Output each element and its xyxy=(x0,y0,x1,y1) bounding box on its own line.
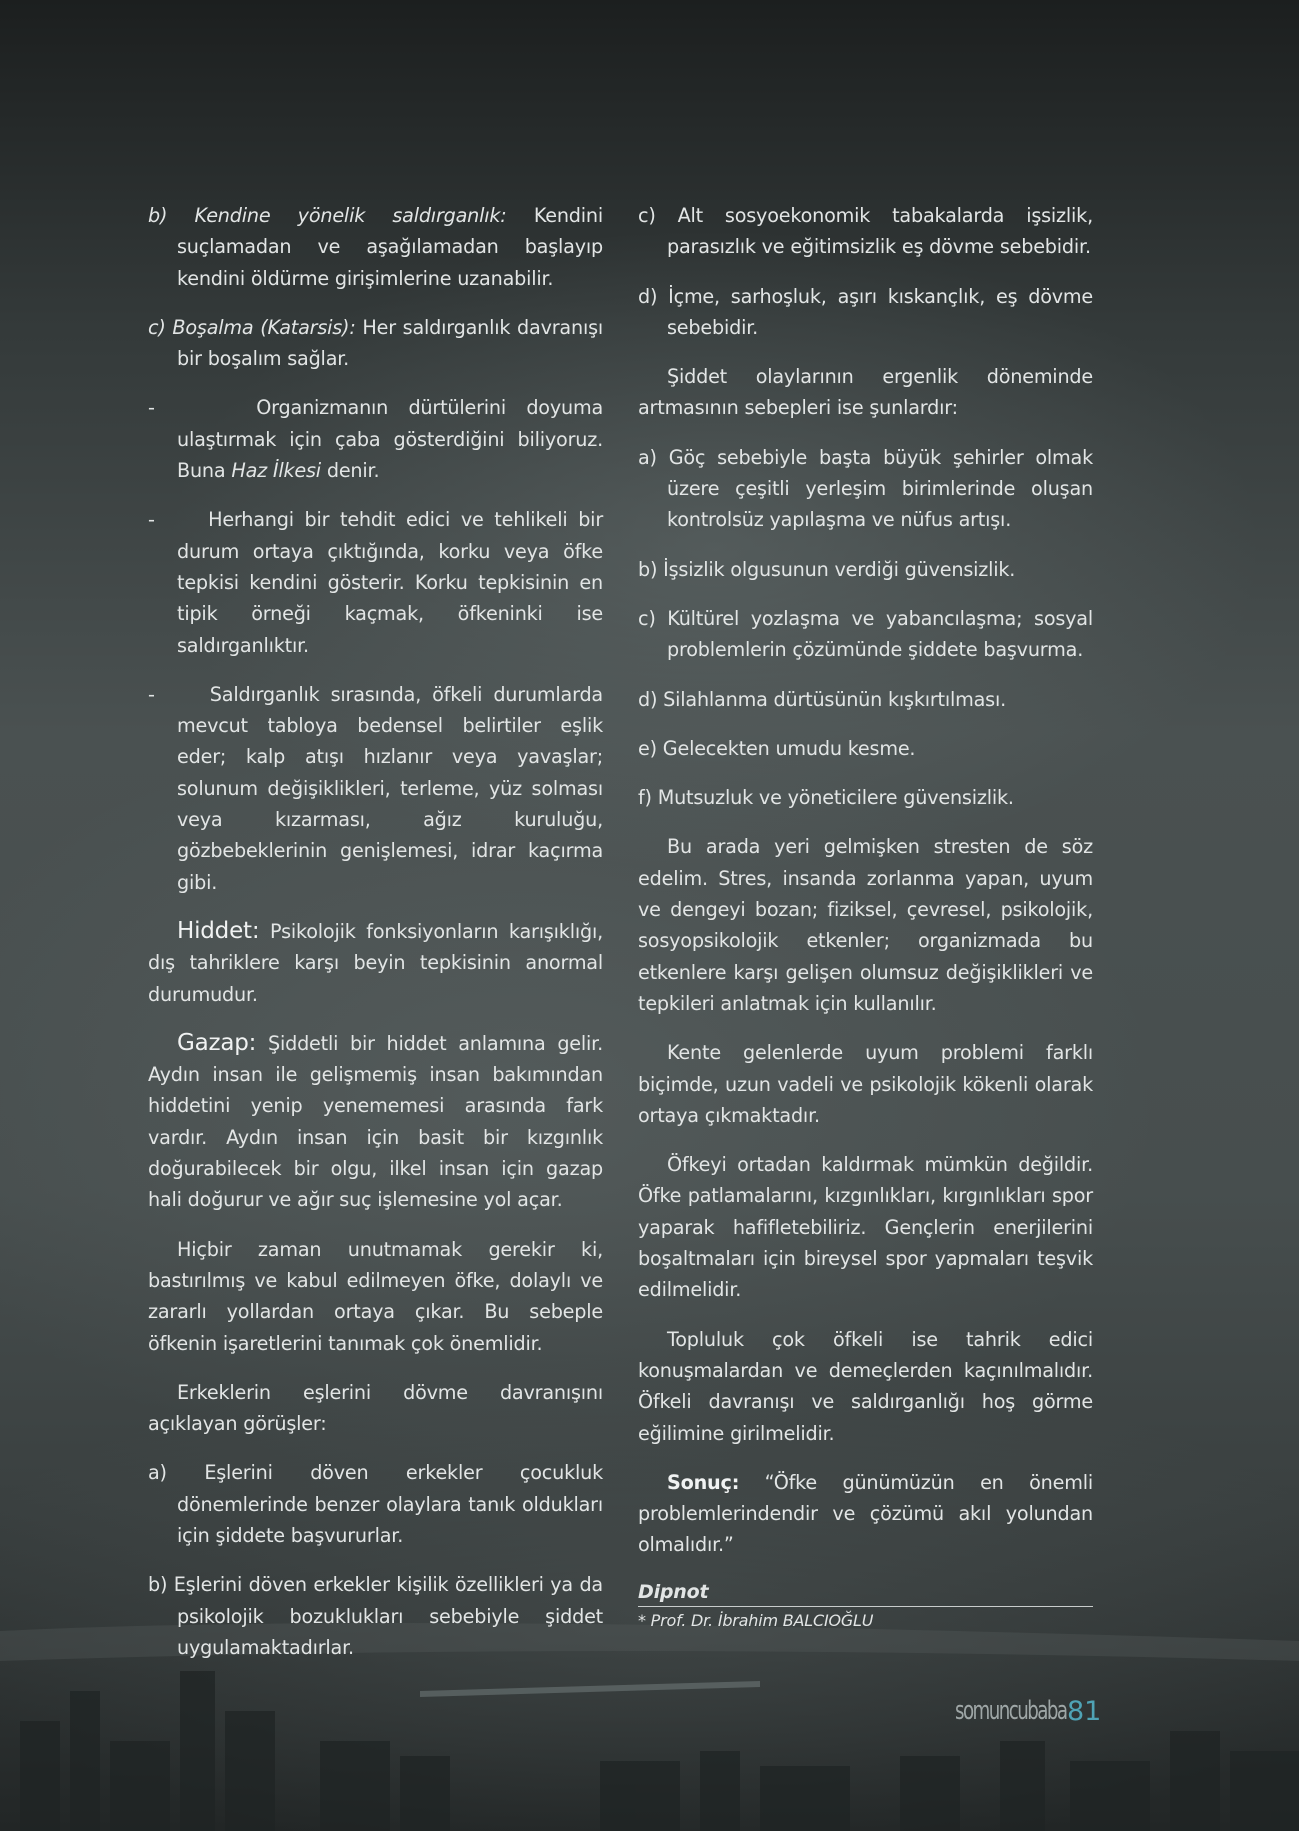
paragraph xyxy=(148,1028,603,1216)
list-item: c) Alt sosyoekonomik tabakalarda işsizlik, parasızlık ve eğitimsizlik eş dövme sebebidir. xyxy=(638,204,1093,259)
term-heading: Sonuç: xyxy=(667,1470,740,1494)
list-item: b) İşsizlik olgusunun verdiği güvensizlik. xyxy=(638,557,1016,581)
paragraph-text: Organizmanın dürtülerini doyuma ulaştırmak için çaba gösterdiğini biliyoruz. Buna xyxy=(177,396,603,483)
paragraph-text: Saldırganlık sırasında, öfkeli durumlarda mevcut tabloya bedensel belirtiler eşlik eder; kalp atışı hızlanır veya yavaşlar; solunum değişiklikleri, terleme, yüz solması veya kızarması, ağız kuruluğu, gözbebeklerinin genişlemesi, idrar kaçırma gibi. xyxy=(177,682,603,894)
paragraph-text: Psikolojik fonksiyonların karışıklığı, dış tahriklere karşı beyin tepkisinin anormal durumudur. xyxy=(148,919,603,1006)
bullet-item xyxy=(148,392,603,486)
list-item: a) Göç sebebiyle başta büyük şehirler olmak üzere çeşitli yerleşim birimlerinde oluşan kontrolsüz yapılaşma ve nüfus artışı. xyxy=(638,445,1093,532)
paragraph-text: Şiddetli bir hiddet anlamına gelir. Aydın insan ile gelişmemiş insan bakımından hiddetini yenip yenememesi arasında fark vardır. Aydın insan için basit bir kızgınlık doğurabilecek bir olgu, ilkel insan için gazap hali doğurur ve ağır suç işlemesine yol açar. xyxy=(148,1031,603,1212)
magazine-brand: somuncubaba xyxy=(955,1696,1067,1726)
conclusion-paragraph xyxy=(638,1467,1093,1561)
paragraph: Erkeklerin eşlerini dövme davranışını açıklayan görüşler: xyxy=(148,1380,603,1436)
bullet-item xyxy=(148,679,603,898)
list-lead: b) Kendine yönelik saldırganlık: xyxy=(148,204,507,227)
term-heading: Hiddet: xyxy=(177,917,260,944)
paragraph: Kente gelenlerde uyum problemi farklı biçimde, uzun vadeli ve psikolojik kökenli olarak ortaya çıkmaktadır. xyxy=(638,1041,1093,1127)
list-item: b) Eşlerini döven erkekler kişilik özellikleri ya da psikolojik bozuklukları sebebiyle şiddet uygulamaktadırlar. xyxy=(148,1573,603,1659)
footnote-text: * Prof. Dr. İbrahim BALCIOĞLU xyxy=(638,1610,874,1630)
right-column xyxy=(638,200,1093,1633)
paragraph-text: Herhangi bir tehdit edici ve tehlikeli bir durum ortaya çıktığında, korku veya öfke tepkisi kendini gösterir. Korku tepkisinin en tipik örneği kaçmak, öfkeninki ise saldırganlıktır. xyxy=(177,508,604,657)
list-lead: c) Boşalma (Katarsis): xyxy=(148,315,356,339)
left-column xyxy=(148,200,603,1681)
paragraph: Öfkeyi ortadan kaldırmak mümkün değildir. Öfke patlamalarını, kızgınlıkları, kırgınlıkları spor yaparak hafifletebiliriz. Gençlerin enerjilerini boşaltmaları için bireysel spor yapmaları teşvik edilmelidir. xyxy=(638,1153,1093,1302)
emphasis: Haz İlkesi xyxy=(231,459,321,483)
page-number: 81 xyxy=(1067,1696,1102,1727)
paragraph: Hiçbir zaman unutmamak gerekir ki, bastırılmış ve kabul edilmeyen öfke, dolaylı ve zararlı yollardan ortaya çıkar. Bu sebeple öfkenin işaretlerini tanımak çok önemlidir. xyxy=(148,1237,603,1355)
paragraph xyxy=(148,916,603,1010)
page-footer xyxy=(955,1696,1102,1736)
list-item: c) Kültürel yozlaşma ve yabancılaşma; sosyal problemlerin çözümünde şiddete başvurma. xyxy=(638,606,1093,662)
paragraph: Şiddet olaylarının ergenlik döneminde artmasının sebepleri ise şunlardır: xyxy=(638,365,1093,420)
list-item: d) İçme, sarhoşluk, aşırı kıskançlık, eş dövme sebebidir. xyxy=(638,284,1093,339)
paragraph: Bu arada yeri gelmişken stresten de söz edelim. Stres, insanda zorlanma yapan, uyum ve dengeyi bozan; fiziksel, çevresel, psikolojik, sosyopsikolojik etkenler; organizmada bu etkenlere karşı gelişen olumsuz değişiklikleri ve tepkileri anlatmak için kullanılır. xyxy=(638,835,1093,1015)
paragraph xyxy=(148,312,603,375)
paragraph: Topluluk çok öfkeli ise tahrik edici konuşmalardan ve demeçlerden kaçınılmalıdır. Öfkeli davranışı ve saldırganlığı hoş görme eğilimine girilmelidir. xyxy=(638,1327,1093,1445)
paragraph-text: Kendini suçlamadan ve aşağılamadan başlayıp kendini öldürme girişimlerine uzanabilir. xyxy=(177,204,604,290)
paragraph-text: Her saldırganlık davranışı bir boşalım sağlar. xyxy=(177,315,604,371)
list-item: d) Silahlanma dürtüsünün kışkırtılması. xyxy=(638,687,1007,711)
bullet-marker: - xyxy=(148,396,155,420)
list-item: e) Gelecekten umudu kesme. xyxy=(638,736,916,760)
term-heading: Gazap: xyxy=(177,1029,257,1056)
list-item: f) Mutsuzluk ve yöneticilere güvensizlik. xyxy=(638,786,1014,810)
footnote-title: Dipnot xyxy=(638,1579,1093,1607)
paragraph-text: denir. xyxy=(320,459,380,483)
paragraph xyxy=(148,200,603,294)
bullet-marker: - xyxy=(148,508,155,532)
list-item: a) Eşlerini döven erkekler çocukluk dönemlerinde benzer olaylara tanık oldukları için şiddete başvururlar. xyxy=(148,1461,603,1547)
bullet-marker: - xyxy=(148,682,155,706)
bullet-item xyxy=(148,504,603,660)
paragraph-text: “Öfke günümüzün en önemli problemlerindendir ve çözümü akıl yolundan olmalıdır.” xyxy=(638,1470,1093,1557)
